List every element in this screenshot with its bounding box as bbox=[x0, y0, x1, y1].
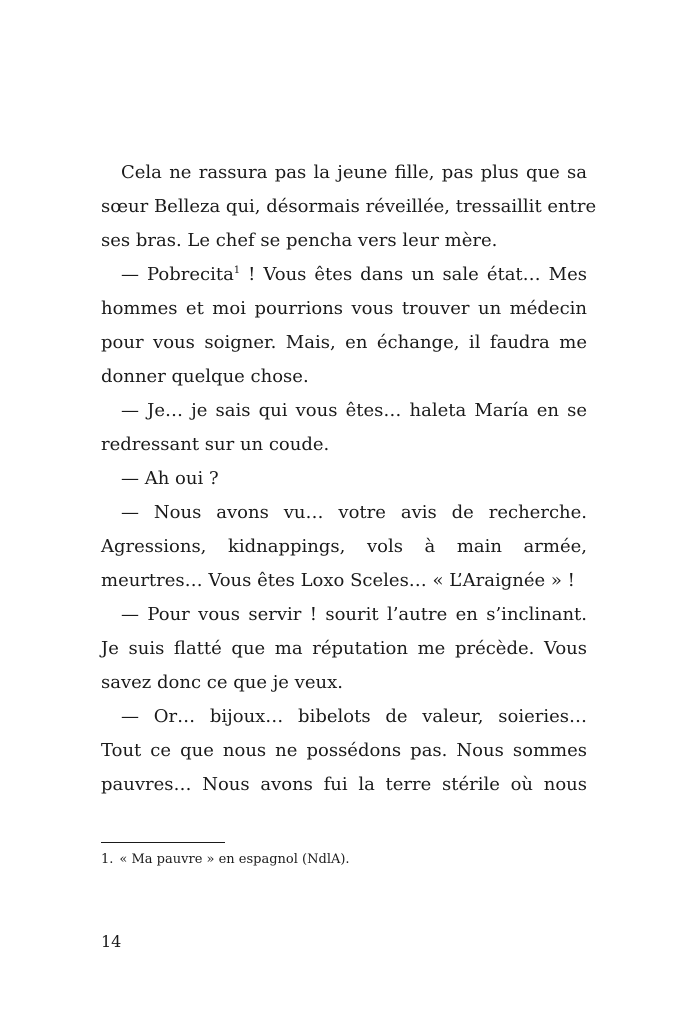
footnote-number: 1. bbox=[101, 852, 114, 867]
text-line: Cela ne rassura pas la jeune fille, pas plus que sa bbox=[121, 162, 587, 183]
text-line: hommes et moi pourrions vous trouver un médecin bbox=[101, 298, 587, 319]
text-line: Agressions, kidnappings, vols à main armée, bbox=[101, 536, 587, 557]
text-line: donner quelque chose. bbox=[101, 366, 309, 387]
body-text bbox=[101, 156, 597, 802]
footnote bbox=[101, 850, 350, 870]
text-line: — Pour vous servir ! sourit l’autre en s’inclinant. bbox=[121, 604, 587, 625]
footnote-divider bbox=[101, 842, 225, 843]
dialogue-start: — Pobrecita bbox=[121, 264, 234, 285]
text-line: — Ah oui ? bbox=[121, 468, 219, 489]
text-line: pauvres… Nous avons fui la terre stérile où nous bbox=[101, 774, 587, 795]
text-line: savez donc ce que je veux. bbox=[101, 672, 343, 693]
footnote-marker: 1 bbox=[233, 265, 241, 276]
text-line: Tout ce que nous ne possédons pas. Nous sommes bbox=[101, 740, 587, 761]
text-line bbox=[101, 258, 587, 292]
text-line: Je suis flatté que ma réputation me précède. Vous bbox=[101, 638, 587, 659]
text-line: — Nous avons vu… votre avis de recherche. bbox=[121, 502, 587, 523]
footnote-text: « Ma pauvre » en espagnol (NdlA). bbox=[119, 852, 350, 867]
dialogue-continuation: ! Vous êtes dans un sale état… Mes bbox=[240, 264, 587, 285]
text-line: — Or… bijoux… bibelots de valeur, soieries… bbox=[121, 706, 587, 727]
text-line: meurtres… Vous êtes Loxo Sceles… « L’Araignée » ! bbox=[101, 570, 575, 591]
text-line: pour vous soigner. Mais, en échange, il faudra me bbox=[101, 332, 587, 353]
text-line: sœur Belleza qui, désormais réveillée, tressaillit entre bbox=[101, 196, 597, 217]
text-line: redressant sur un coude. bbox=[101, 434, 330, 455]
page-number: 14 bbox=[101, 932, 122, 951]
text-line: ses bras. Le chef se pencha vers leur mère. bbox=[101, 230, 498, 251]
text-line: — Je… je sais qui vous êtes… haleta María en se bbox=[121, 400, 587, 421]
